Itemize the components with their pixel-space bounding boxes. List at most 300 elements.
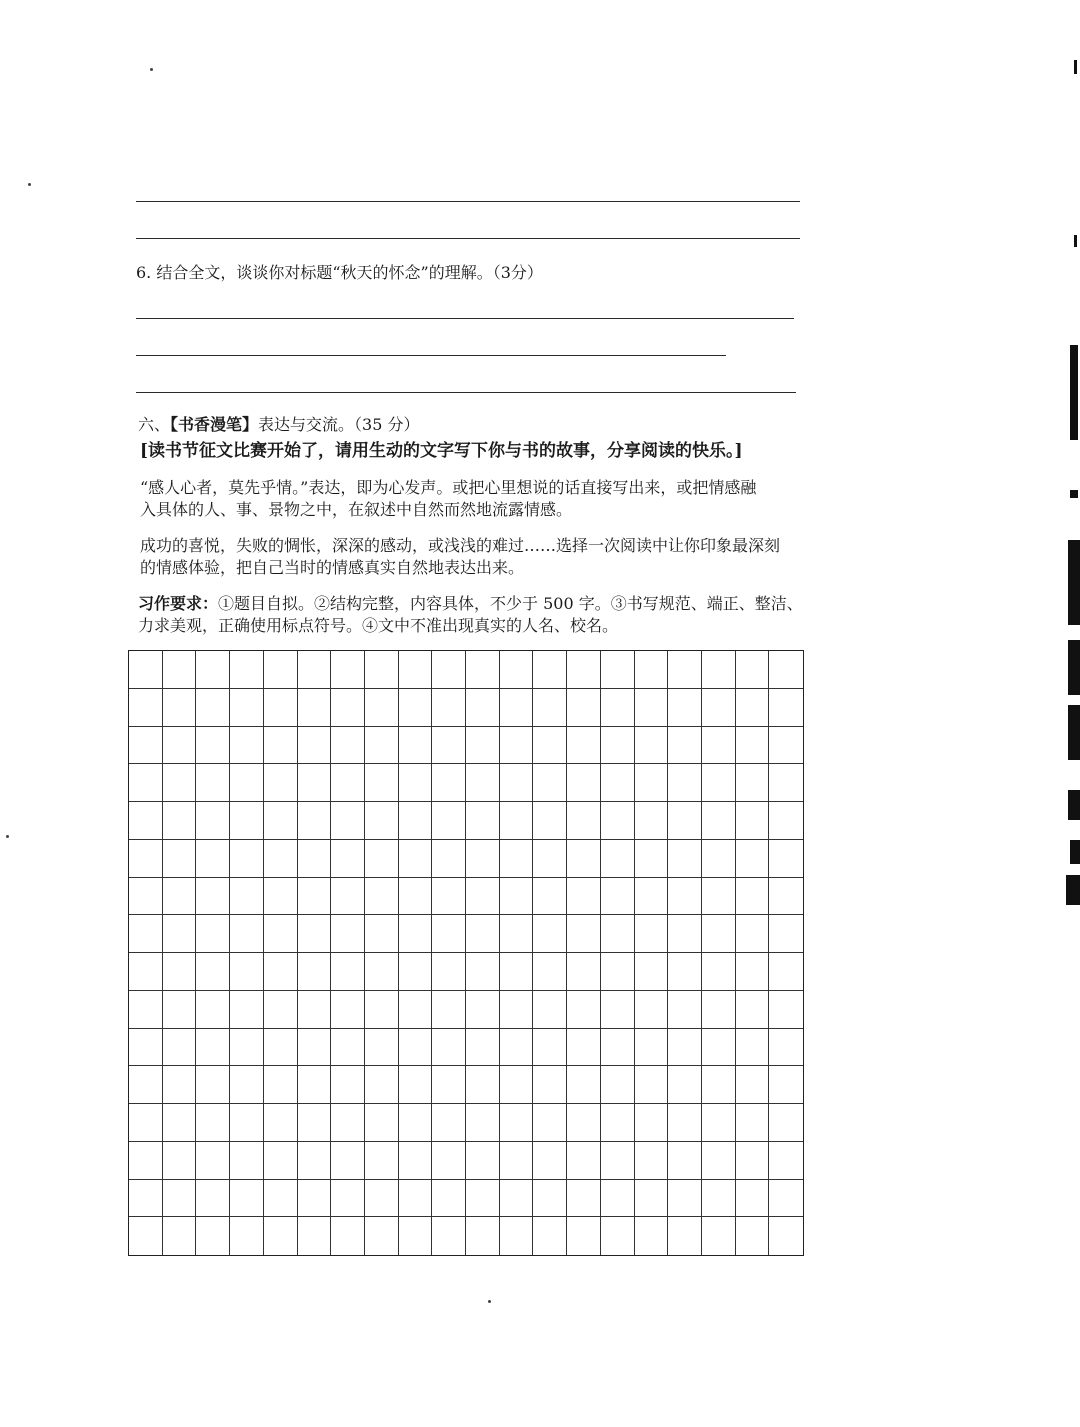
grid-cell[interactable]	[668, 953, 702, 991]
grid-cell[interactable]	[298, 840, 332, 878]
grid-cell[interactable]	[196, 1066, 230, 1104]
grid-cell[interactable]	[399, 689, 433, 727]
grid-cell[interactable]	[163, 991, 197, 1029]
grid-cell[interactable]	[365, 915, 399, 953]
grid-cell[interactable]	[601, 1180, 635, 1218]
grid-cell[interactable]	[196, 991, 230, 1029]
grid-cell[interactable]	[432, 953, 466, 991]
grid-cell[interactable]	[635, 1104, 669, 1142]
grid-cell[interactable]	[298, 727, 332, 765]
grid-cell[interactable]	[635, 764, 669, 802]
grid-cell[interactable]	[432, 1066, 466, 1104]
grid-cell[interactable]	[601, 991, 635, 1029]
grid-cell[interactable]	[196, 764, 230, 802]
grid-cell[interactable]	[769, 1104, 803, 1142]
grid-cell[interactable]	[365, 1104, 399, 1142]
grid-cell[interactable]	[466, 1217, 500, 1255]
grid-cell[interactable]	[331, 991, 365, 1029]
grid-cell[interactable]	[500, 1142, 534, 1180]
grid-cell[interactable]	[567, 915, 601, 953]
grid-cell[interactable]	[264, 1066, 298, 1104]
grid-cell[interactable]	[736, 651, 770, 689]
grid-cell[interactable]	[163, 915, 197, 953]
grid-cell[interactable]	[567, 991, 601, 1029]
grid-cell[interactable]	[264, 1142, 298, 1180]
grid-cell[interactable]	[298, 953, 332, 991]
grid-cell[interactable]	[432, 840, 466, 878]
grid-cell[interactable]	[365, 764, 399, 802]
grid-cell[interactable]	[736, 727, 770, 765]
grid-cell[interactable]	[466, 727, 500, 765]
grid-cell[interactable]	[129, 727, 163, 765]
grid-cell[interactable]	[668, 1066, 702, 1104]
grid-cell[interactable]	[298, 1180, 332, 1218]
grid-cell[interactable]	[331, 1029, 365, 1067]
grid-cell[interactable]	[769, 802, 803, 840]
grid-cell[interactable]	[399, 1180, 433, 1218]
grid-cell[interactable]	[635, 1066, 669, 1104]
grid-cell[interactable]	[196, 953, 230, 991]
grid-cell[interactable]	[769, 953, 803, 991]
grid-cell[interactable]	[129, 953, 163, 991]
grid-cell[interactable]	[702, 953, 736, 991]
grid-cell[interactable]	[365, 689, 399, 727]
grid-cell[interactable]	[635, 1180, 669, 1218]
grid-cell[interactable]	[466, 1180, 500, 1218]
grid-cell[interactable]	[702, 878, 736, 916]
grid-cell[interactable]	[466, 802, 500, 840]
grid-cell[interactable]	[129, 840, 163, 878]
grid-cell[interactable]	[331, 953, 365, 991]
grid-cell[interactable]	[264, 1180, 298, 1218]
grid-cell[interactable]	[533, 1104, 567, 1142]
grid-cell[interactable]	[264, 1029, 298, 1067]
grid-cell[interactable]	[533, 1029, 567, 1067]
grid-cell[interactable]	[264, 953, 298, 991]
grid-cell[interactable]	[736, 840, 770, 878]
grid-cell[interactable]	[163, 1029, 197, 1067]
grid-cell[interactable]	[196, 689, 230, 727]
grid-cell[interactable]	[331, 1142, 365, 1180]
grid-cell[interactable]	[298, 802, 332, 840]
grid-cell[interactable]	[702, 689, 736, 727]
grid-cell[interactable]	[567, 1180, 601, 1218]
grid-cell[interactable]	[432, 651, 466, 689]
grid-cell[interactable]	[163, 1104, 197, 1142]
grid-cell[interactable]	[668, 1217, 702, 1255]
grid-cell[interactable]	[365, 727, 399, 765]
grid-cell[interactable]	[702, 840, 736, 878]
grid-cell[interactable]	[264, 915, 298, 953]
grid-cell[interactable]	[163, 1180, 197, 1218]
grid-cell[interactable]	[668, 1029, 702, 1067]
grid-cell[interactable]	[129, 1104, 163, 1142]
grid-cell[interactable]	[432, 689, 466, 727]
grid-cell[interactable]	[196, 727, 230, 765]
grid-cell[interactable]	[567, 802, 601, 840]
grid-cell[interactable]	[129, 1029, 163, 1067]
grid-cell[interactable]	[163, 689, 197, 727]
grid-cell[interactable]	[533, 991, 567, 1029]
grid-cell[interactable]	[769, 727, 803, 765]
grid-cell[interactable]	[264, 1217, 298, 1255]
grid-cell[interactable]	[500, 991, 534, 1029]
grid-cell[interactable]	[399, 840, 433, 878]
grid-cell[interactable]	[129, 1066, 163, 1104]
grid-cell[interactable]	[769, 764, 803, 802]
grid-cell[interactable]	[163, 840, 197, 878]
grid-cell[interactable]	[230, 840, 264, 878]
grid-cell[interactable]	[163, 1066, 197, 1104]
grid-cell[interactable]	[399, 1029, 433, 1067]
grid-cell[interactable]	[230, 727, 264, 765]
grid-cell[interactable]	[331, 802, 365, 840]
grid-cell[interactable]	[466, 764, 500, 802]
grid-cell[interactable]	[365, 802, 399, 840]
grid-cell[interactable]	[230, 689, 264, 727]
grid-cell[interactable]	[736, 1180, 770, 1218]
grid-cell[interactable]	[298, 915, 332, 953]
grid-cell[interactable]	[533, 764, 567, 802]
grid-cell[interactable]	[230, 1066, 264, 1104]
grid-cell[interactable]	[736, 1029, 770, 1067]
grid-cell[interactable]	[668, 1104, 702, 1142]
grid-cell[interactable]	[567, 1217, 601, 1255]
grid-cell[interactable]	[365, 1180, 399, 1218]
grid-cell[interactable]	[365, 953, 399, 991]
grid-cell[interactable]	[196, 840, 230, 878]
grid-cell[interactable]	[567, 651, 601, 689]
grid-cell[interactable]	[230, 1029, 264, 1067]
grid-cell[interactable]	[432, 915, 466, 953]
grid-cell[interactable]	[399, 1217, 433, 1255]
grid-cell[interactable]	[264, 651, 298, 689]
grid-cell[interactable]	[736, 802, 770, 840]
grid-cell[interactable]	[702, 991, 736, 1029]
grid-cell[interactable]	[264, 764, 298, 802]
grid-cell[interactable]	[635, 1142, 669, 1180]
grid-cell[interactable]	[500, 764, 534, 802]
grid-cell[interactable]	[230, 764, 264, 802]
grid-cell[interactable]	[129, 1142, 163, 1180]
grid-cell[interactable]	[196, 1104, 230, 1142]
grid-cell[interactable]	[129, 689, 163, 727]
grid-cell[interactable]	[432, 727, 466, 765]
grid-cell[interactable]	[399, 878, 433, 916]
grid-cell[interactable]	[230, 651, 264, 689]
grid-cell[interactable]	[331, 764, 365, 802]
grid-cell[interactable]	[668, 840, 702, 878]
grid-cell[interactable]	[533, 878, 567, 916]
grid-cell[interactable]	[567, 840, 601, 878]
grid-cell[interactable]	[365, 991, 399, 1029]
grid-cell[interactable]	[500, 1029, 534, 1067]
grid-cell[interactable]	[432, 1180, 466, 1218]
grid-cell[interactable]	[331, 840, 365, 878]
grid-cell[interactable]	[567, 878, 601, 916]
grid-cell[interactable]	[567, 764, 601, 802]
grid-cell[interactable]	[432, 878, 466, 916]
grid-cell[interactable]	[769, 1180, 803, 1218]
grid-cell[interactable]	[399, 915, 433, 953]
grid-cell[interactable]	[601, 764, 635, 802]
grid-cell[interactable]	[567, 1029, 601, 1067]
grid-cell[interactable]	[500, 915, 534, 953]
grid-cell[interactable]	[500, 651, 534, 689]
grid-cell[interactable]	[736, 991, 770, 1029]
grid-cell[interactable]	[567, 1066, 601, 1104]
grid-cell[interactable]	[635, 1217, 669, 1255]
grid-cell[interactable]	[196, 1217, 230, 1255]
grid-cell[interactable]	[298, 764, 332, 802]
grid-cell[interactable]	[466, 1104, 500, 1142]
grid-cell[interactable]	[399, 1066, 433, 1104]
grid-cell[interactable]	[769, 878, 803, 916]
grid-cell[interactable]	[298, 651, 332, 689]
grid-cell[interactable]	[533, 915, 567, 953]
grid-cell[interactable]	[601, 878, 635, 916]
grid-cell[interactable]	[702, 651, 736, 689]
grid-cell[interactable]	[230, 915, 264, 953]
grid-cell[interactable]	[500, 727, 534, 765]
grid-cell[interactable]	[163, 802, 197, 840]
grid-cell[interactable]	[668, 651, 702, 689]
grid-cell[interactable]	[264, 991, 298, 1029]
grid-cell[interactable]	[365, 1029, 399, 1067]
grid-cell[interactable]	[129, 802, 163, 840]
grid-cell[interactable]	[601, 1142, 635, 1180]
grid-cell[interactable]	[702, 915, 736, 953]
grid-cell[interactable]	[298, 1104, 332, 1142]
grid-cell[interactable]	[702, 1142, 736, 1180]
grid-cell[interactable]	[736, 1104, 770, 1142]
grid-cell[interactable]	[298, 991, 332, 1029]
grid-cell[interactable]	[736, 878, 770, 916]
grid-cell[interactable]	[635, 878, 669, 916]
grid-cell[interactable]	[635, 651, 669, 689]
grid-cell[interactable]	[635, 953, 669, 991]
grid-cell[interactable]	[769, 1066, 803, 1104]
grid-cell[interactable]	[769, 1029, 803, 1067]
grid-cell[interactable]	[702, 1217, 736, 1255]
grid-cell[interactable]	[129, 651, 163, 689]
grid-cell[interactable]	[533, 1180, 567, 1218]
grid-cell[interactable]	[567, 1142, 601, 1180]
grid-cell[interactable]	[668, 878, 702, 916]
grid-cell[interactable]	[163, 1142, 197, 1180]
grid-cell[interactable]	[500, 802, 534, 840]
grid-cell[interactable]	[668, 689, 702, 727]
grid-cell[interactable]	[163, 878, 197, 916]
grid-cell[interactable]	[466, 915, 500, 953]
grid-cell[interactable]	[466, 878, 500, 916]
grid-cell[interactable]	[129, 991, 163, 1029]
grid-cell[interactable]	[365, 1066, 399, 1104]
grid-cell[interactable]	[500, 878, 534, 916]
grid-cell[interactable]	[466, 1029, 500, 1067]
grid-cell[interactable]	[196, 915, 230, 953]
grid-cell[interactable]	[129, 915, 163, 953]
grid-cell[interactable]	[567, 1104, 601, 1142]
grid-cell[interactable]	[331, 878, 365, 916]
grid-cell[interactable]	[264, 840, 298, 878]
grid-cell[interactable]	[264, 878, 298, 916]
grid-cell[interactable]	[196, 1180, 230, 1218]
grid-cell[interactable]	[736, 1142, 770, 1180]
grid-cell[interactable]	[432, 1217, 466, 1255]
grid-cell[interactable]	[601, 953, 635, 991]
grid-cell[interactable]	[668, 802, 702, 840]
grid-cell[interactable]	[601, 840, 635, 878]
grid-cell[interactable]	[365, 840, 399, 878]
grid-cell[interactable]	[230, 1104, 264, 1142]
grid-cell[interactable]	[533, 689, 567, 727]
grid-cell[interactable]	[567, 689, 601, 727]
grid-cell[interactable]	[466, 1066, 500, 1104]
grid-cell[interactable]	[736, 764, 770, 802]
grid-cell[interactable]	[500, 953, 534, 991]
grid-cell[interactable]	[500, 1180, 534, 1218]
grid-cell[interactable]	[702, 802, 736, 840]
grid-cell[interactable]	[230, 1180, 264, 1218]
grid-cell[interactable]	[264, 689, 298, 727]
grid-cell[interactable]	[163, 953, 197, 991]
grid-cell[interactable]	[736, 953, 770, 991]
grid-cell[interactable]	[432, 1104, 466, 1142]
grid-cell[interactable]	[769, 1217, 803, 1255]
grid-cell[interactable]	[432, 764, 466, 802]
grid-cell[interactable]	[196, 1029, 230, 1067]
grid-cell[interactable]	[298, 878, 332, 916]
grid-cell[interactable]	[163, 651, 197, 689]
grid-cell[interactable]	[298, 689, 332, 727]
grid-cell[interactable]	[500, 1104, 534, 1142]
grid-cell[interactable]	[230, 802, 264, 840]
grid-cell[interactable]	[331, 915, 365, 953]
grid-cell[interactable]	[264, 727, 298, 765]
grid-cell[interactable]	[601, 727, 635, 765]
grid-cell[interactable]	[668, 991, 702, 1029]
grid-cell[interactable]	[635, 802, 669, 840]
grid-cell[interactable]	[399, 953, 433, 991]
grid-cell[interactable]	[736, 689, 770, 727]
grid-cell[interactable]	[230, 878, 264, 916]
grid-cell[interactable]	[466, 953, 500, 991]
grid-cell[interactable]	[298, 1066, 332, 1104]
grid-cell[interactable]	[533, 1142, 567, 1180]
grid-cell[interactable]	[668, 1142, 702, 1180]
grid-cell[interactable]	[601, 689, 635, 727]
grid-cell[interactable]	[331, 1104, 365, 1142]
grid-cell[interactable]	[432, 991, 466, 1029]
grid-cell[interactable]	[196, 878, 230, 916]
grid-cell[interactable]	[533, 1217, 567, 1255]
grid-cell[interactable]	[230, 1142, 264, 1180]
grid-cell[interactable]	[163, 764, 197, 802]
grid-cell[interactable]	[129, 764, 163, 802]
grid-cell[interactable]	[533, 840, 567, 878]
grid-cell[interactable]	[635, 840, 669, 878]
grid-cell[interactable]	[298, 1217, 332, 1255]
grid-cell[interactable]	[230, 1217, 264, 1255]
grid-cell[interactable]	[601, 915, 635, 953]
grid-cell[interactable]	[702, 1104, 736, 1142]
grid-cell[interactable]	[365, 1217, 399, 1255]
grid-cell[interactable]	[533, 1066, 567, 1104]
grid-cell[interactable]	[769, 991, 803, 1029]
grid-cell[interactable]	[466, 689, 500, 727]
grid-cell[interactable]	[635, 1029, 669, 1067]
grid-cell[interactable]	[196, 651, 230, 689]
grid-cell[interactable]	[331, 1066, 365, 1104]
grid-cell[interactable]	[702, 764, 736, 802]
grid-cell[interactable]	[601, 1104, 635, 1142]
grid-cell[interactable]	[769, 689, 803, 727]
grid-cell[interactable]	[230, 953, 264, 991]
grid-cell[interactable]	[331, 1180, 365, 1218]
grid-cell[interactable]	[432, 802, 466, 840]
grid-cell[interactable]	[466, 1142, 500, 1180]
grid-cell[interactable]	[298, 1029, 332, 1067]
grid-cell[interactable]	[331, 651, 365, 689]
grid-cell[interactable]	[736, 1217, 770, 1255]
grid-cell[interactable]	[533, 802, 567, 840]
grid-cell[interactable]	[331, 689, 365, 727]
grid-cell[interactable]	[264, 802, 298, 840]
grid-cell[interactable]	[635, 915, 669, 953]
grid-cell[interactable]	[196, 1142, 230, 1180]
grid-cell[interactable]	[264, 1104, 298, 1142]
grid-cell[interactable]	[668, 915, 702, 953]
grid-cell[interactable]	[399, 727, 433, 765]
grid-cell[interactable]	[702, 1029, 736, 1067]
grid-cell[interactable]	[769, 1142, 803, 1180]
grid-cell[interactable]	[500, 1217, 534, 1255]
grid-cell[interactable]	[298, 1142, 332, 1180]
grid-cell[interactable]	[668, 1180, 702, 1218]
grid-cell[interactable]	[567, 727, 601, 765]
grid-cell[interactable]	[769, 651, 803, 689]
grid-cell[interactable]	[601, 1217, 635, 1255]
composition-grid[interactable]	[128, 650, 804, 1256]
grid-cell[interactable]	[466, 840, 500, 878]
grid-cell[interactable]	[533, 953, 567, 991]
grid-cell[interactable]	[129, 1217, 163, 1255]
grid-cell[interactable]	[399, 991, 433, 1029]
grid-cell[interactable]	[668, 727, 702, 765]
grid-cell[interactable]	[702, 727, 736, 765]
grid-cell[interactable]	[769, 915, 803, 953]
grid-cell[interactable]	[399, 764, 433, 802]
grid-cell[interactable]	[601, 1066, 635, 1104]
grid-cell[interactable]	[466, 991, 500, 1029]
grid-cell[interactable]	[533, 727, 567, 765]
grid-cell[interactable]	[432, 1029, 466, 1067]
grid-cell[interactable]	[399, 651, 433, 689]
grid-cell[interactable]	[500, 840, 534, 878]
grid-cell[interactable]	[567, 953, 601, 991]
grid-cell[interactable]	[635, 991, 669, 1029]
grid-cell[interactable]	[399, 1104, 433, 1142]
grid-cell[interactable]	[365, 1142, 399, 1180]
grid-cell[interactable]	[601, 1029, 635, 1067]
grid-cell[interactable]	[331, 727, 365, 765]
grid-cell[interactable]	[533, 651, 567, 689]
grid-cell[interactable]	[163, 1217, 197, 1255]
grid-cell[interactable]	[432, 1142, 466, 1180]
grid-cell[interactable]	[668, 764, 702, 802]
grid-cell[interactable]	[635, 727, 669, 765]
